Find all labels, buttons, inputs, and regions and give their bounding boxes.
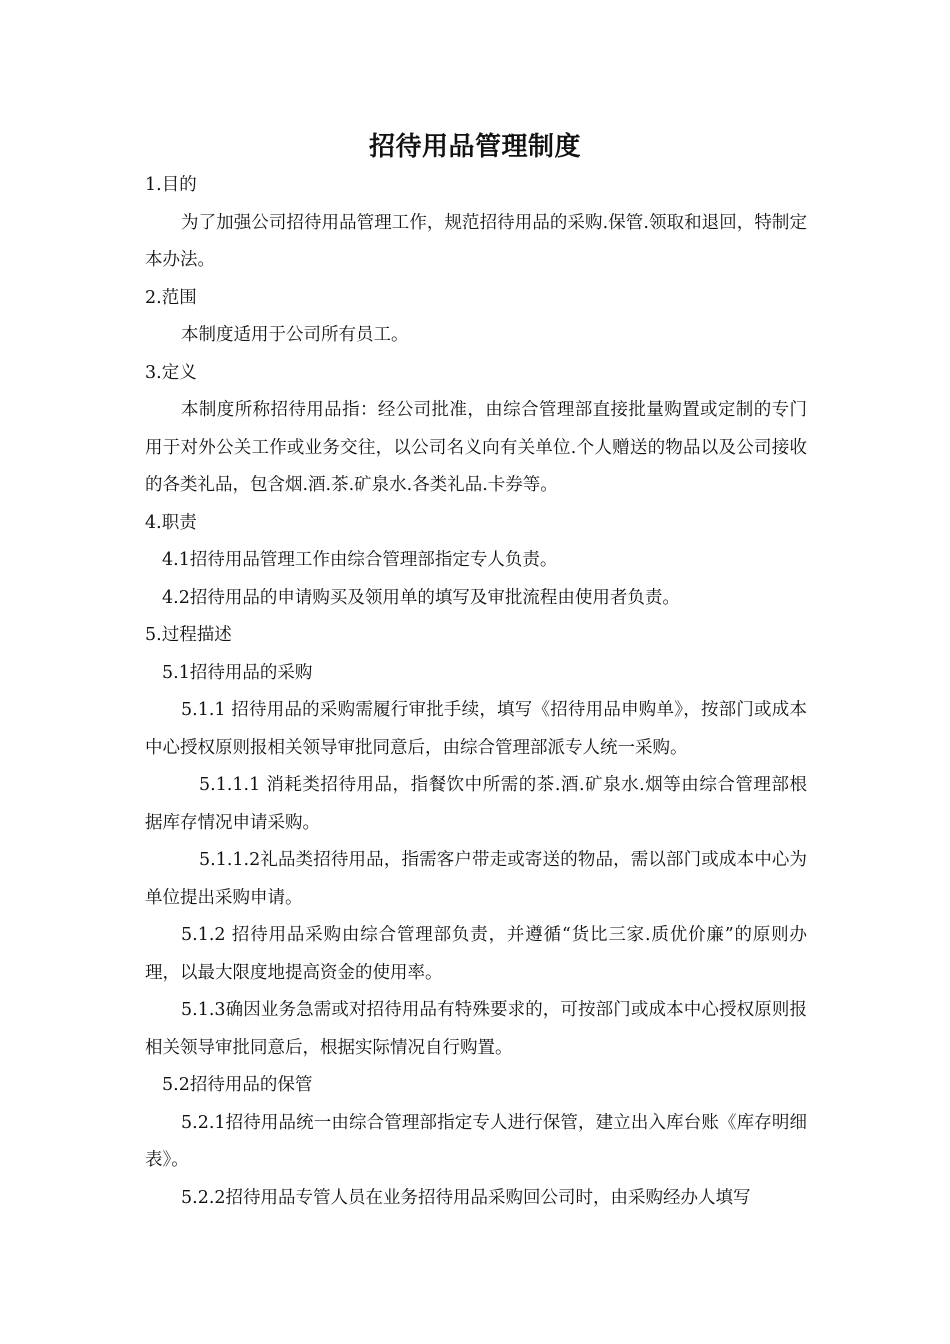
section-heading-definition: 3.定义 [145, 362, 197, 383]
paragraph-scope: 本制度适用于公司所有员工。 [181, 325, 409, 345]
clause-5-1-1-1: 5.1.1.1 消耗类招待用品，指餐饮中所需的茶.酒.矿泉水.烟等由综合管理部根据库存情况申请采购。 [145, 775, 807, 833]
clause-5-1-3: 5.1.3确因业务急需或对招待用品有特殊要求的，可按部门或成本中心授权原则报相关领导审批同意后，根据实际情况自行购置。 [145, 1000, 807, 1058]
clause-5-2-1: 5.2.1招待用品统一由综合管理部指定专人进行保管，建立出入库台账《库存明细表》。 [145, 1112, 807, 1170]
paragraph-purpose: 为了加强公司招待用品管理工作，规范招待用品的采购.保管.领取和退回，特制定本办法。 [145, 212, 807, 270]
section-heading-responsibilities: 4.职责 [145, 512, 197, 533]
subsection-heading-5-2: 5.2招待用品的保管 [162, 1075, 313, 1095]
clause-4-1: 4.1招待用品管理工作由综合管理部指定专人负责。 [162, 550, 558, 570]
section-heading-purpose: 1.目的 [145, 175, 197, 195]
clause-5-1-2: 5.1.2 招待用品采购由综合管理部负责，并遵循“货比三家.质优价廉”的原则办理，以最大限度地提高资金的使用率。 [145, 925, 807, 983]
paragraph-definition: 本制度所称招待用品指：经公司批准，由综合管理部直接批量购置或定制的专门用于对外公关工作或业务交往，以公司名义向有关单位.个人赠送的物品以及公司接收的各类礼品，包含烟.酒.茶.矿泉水.各类礼品.卡券等。 [145, 400, 807, 495]
document-body [145, 167, 807, 1217]
clause-5-1-1: 5.1.1 招待用品的采购需履行审批手续，填写《招待用品申购单》，按部门或成本中心授权原则报相关领导审批同意后，由综合管理部派专人统一采购。 [145, 700, 807, 758]
section-heading-scope: 2.范围 [145, 287, 197, 308]
clause-4-2: 4.2招待用品的申请购买及领用单的填写及审批流程由使用者负责。 [162, 587, 680, 608]
document-title: 招待用品管理制度 [368, 132, 581, 163]
section-heading-process: 5.过程描述 [145, 625, 232, 645]
clause-5-1-1-2: 5.1.1.2礼品类招待用品，指需客户带走或寄送的物品，需以部门或成本中心为单位提出采购申请。 [145, 850, 807, 908]
subsection-heading-5-1: 5.1招待用品的采购 [162, 662, 313, 683]
clause-5-2-2: 5.2.2招待用品专管人员在业务招待用品采购回公司时，由采购经办人填写 [181, 1187, 751, 1208]
